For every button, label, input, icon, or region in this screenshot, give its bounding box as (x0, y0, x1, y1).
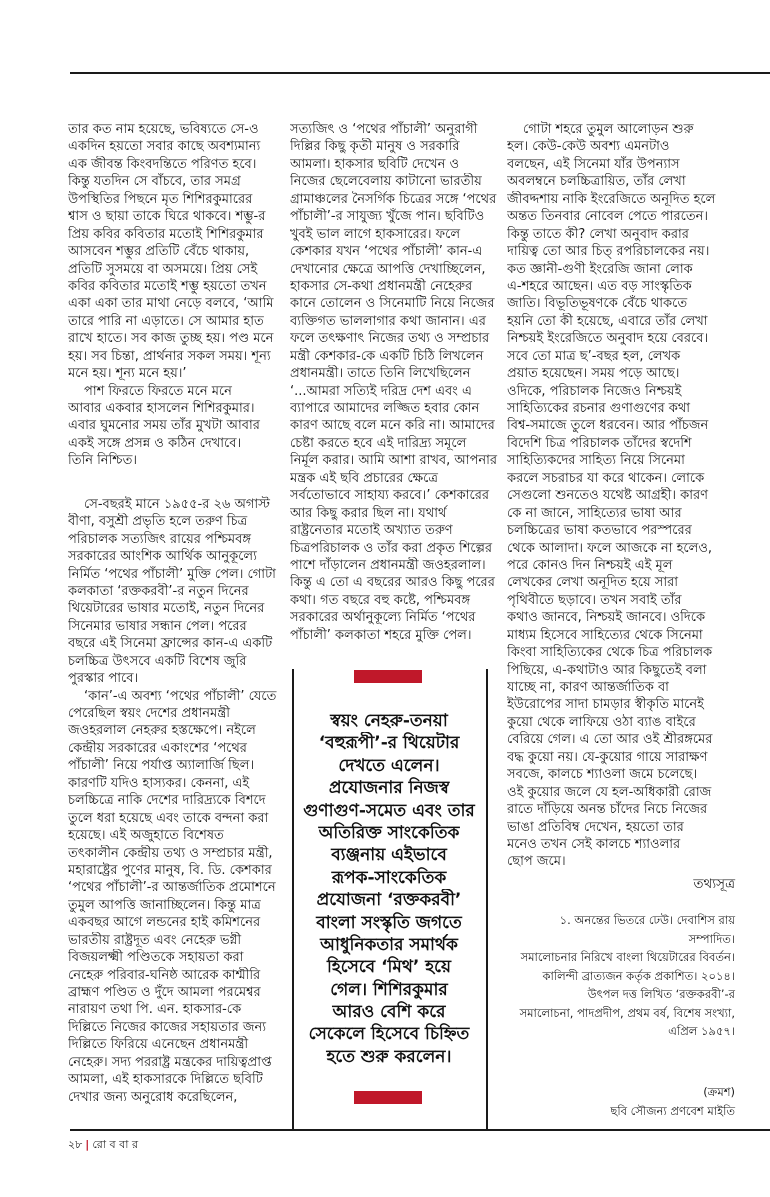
text-line: কারণটি যদিও হাস্যকর। কেননা, এই (68, 775, 250, 791)
text-line: বীণা, বসুশ্রী প্রভৃতি হলে তরুণ চিত্র (68, 514, 248, 530)
text-line: পাঁচালী’-র সাযুজ্য খুঁজে পান। ছবিটিও (290, 209, 485, 225)
text-line: প্রিয় কবির কবিতার মতোই শিশিরকুমার (68, 226, 264, 242)
text-line: তুলে ধরা হয়েছে এবং তাকে বন্দনা করা (68, 810, 269, 826)
text-line: উপস্থিতির পিছনে মৃত শিশিরকুমারের (68, 191, 253, 207)
text-line: একবছর আগে লন্ডনের হাই কমিশনের (68, 915, 261, 931)
text-line: দিল্লিতে ফিরিয়ে এনেছেন প্রধানমন্ত্রী (68, 1037, 249, 1053)
text-line: ব্যক্তিগত ভাললাগার কথা জানান। এর (290, 313, 486, 329)
article-column-3 (507, 121, 735, 871)
footer-separator: | (85, 1138, 90, 1151)
text-line: পৃথিবীতে ছড়াবে। তখন সবাই তাঁর (507, 592, 682, 608)
text-line: কিন্তু যতদিন সে বাঁচবে, তার সমগ্র (68, 174, 241, 190)
pull-quote-line: সেকেলে হিসেবে চিহ্নিত (308, 1024, 470, 1045)
text-line: জীবদ্দশায় নাকি ইংরেজিতে অনূদিত হলে (507, 191, 716, 207)
text-line: রাষ্ট্রনেতার মতোই অখ্যাত তরুণ (290, 523, 453, 539)
reference-line: এপ্রিল ১৯৫৭। (668, 1024, 735, 1038)
text-line: সত্যজিৎ ও ‘পথের পাঁচালী’ অনুরাগী (290, 122, 478, 137)
text-line: নিজের ছেলেবেলায় কাটানো ভারতীয় (290, 174, 482, 190)
text-line: এবার ঘুমনোর সময় তাঁর মুখটা আবার (68, 418, 260, 434)
reference-line: কালিন্দী ব্রাত্যজন কর্তৃক প্রকাশিত। ২০১৪। (542, 968, 735, 983)
pull-quote-line: দেখতে এলেন। (338, 755, 440, 776)
text-line: এক জীবন্ত কিংবদন্তিতে পরিণত হবে। (68, 156, 257, 172)
text-line: পাশে দাঁড়ালেন প্রধানমন্ত্রী জওহরলাল। (290, 557, 486, 573)
text-line: সে-বছরই মানে ১৯৫৫-র ২৬ অগাস্ট (84, 496, 270, 512)
text-line: হয়েছে। এই অজুহাতে বিশেষত (68, 828, 224, 844)
pull-quote-bottom-accent (354, 1091, 422, 1104)
text-line: বিশ্ব-সমাজে তুলে ধরবেন। আর পাঁচজন (507, 418, 709, 434)
text-line: ফলে তৎক্ষণাৎ নিজের তথ্য ও সম্প্রচার (290, 331, 490, 347)
text-line: জওহরলাল নেহরুর হস্তক্ষেপে। নইলে (68, 723, 256, 739)
text-line: কুয়ো থেকে লাফিয়ে ওঠা ব্যাঙ বাইরে (507, 714, 696, 730)
text-line: আবার একবার হাসলেন শিশিরকুমার। (68, 401, 255, 416)
text-line: প্রধানমন্ত্রী। তাতে তিনি লিখেছিলেন (290, 366, 471, 382)
paragraph (68, 121, 288, 383)
continued-label: (ক্রমশ) (703, 1084, 735, 1099)
text-line: ভারতীয় রাষ্ট্রদূত এবং নেহেরু ভগ্নী (68, 932, 242, 948)
text-line: ইউরোপের সাদা চামড়ার স্বীকৃতি মানেই (507, 697, 704, 713)
paragraph (68, 688, 288, 1107)
text-line: ওই কুয়োর জলে যে হল-অধিকারী রোজ (507, 784, 712, 800)
text-line: নেহেরু পরিবার-ঘনিষ্ঠ আরেক কাশ্মীরি (68, 967, 261, 983)
text-line: গ্রামাঞ্চলের নৈসর্গিক চিত্রের সঙ্গে ‘পথের (290, 191, 497, 207)
pull-quote-line: ‘বহুরূপী’-র থিয়েটার (318, 733, 460, 754)
text-line: বলছেন, এই সিনেমা যাঁর উপন্যাস (507, 156, 680, 172)
text-line: সবজে, কালচে শ্যাওলা জমে চলেছে। (507, 767, 698, 783)
text-line: পাশ ফিরতে ফিরতে মনে মনে (84, 383, 232, 399)
text-line: সর্বতোভাবে সাহায্য করবে।’ কেশকারের (290, 488, 490, 504)
text-line: মনে হয়। শূন্য মনে হয়।’ (68, 366, 187, 382)
text-line: দেখার জন্য অনুরোধ করেছিলেন, (68, 1089, 238, 1105)
paragraph (290, 121, 498, 644)
pull-quote-right-border (486, 669, 488, 1130)
text-line: চিত্রপরিচালক ও তাঁর করা প্রকৃত শিল্পের (290, 540, 493, 556)
text-line: হয়নি তো কী হয়েছে, এবারে তাঁর লেখা (507, 313, 708, 329)
text-line: ‘কান’-এ অবশ্য ‘পথের পাঁচালী’ যেতে (84, 688, 277, 704)
text-line: শ্বাস ও ছায়া তাকে ঘিরে থাকবে। শম্ভু-র (68, 209, 266, 225)
text-line: এ-শহরে আছেন। এত বড় সাংস্কৃতিক (507, 278, 692, 294)
text-line: বিদেশি চিত্র পরিচালক তাঁদের স্বদেশি (507, 435, 692, 451)
text-line: সরকারের অর্থানুকূল্যে নির্মিত ‘পথের (290, 610, 476, 626)
text-line: বেরিয়ে গেল। এ তো আর ওই শ্রীরঙ্গমের (507, 732, 713, 748)
photo-credit: ছবি সৌজন্য প্রণবেশ মাইতি (610, 1103, 735, 1118)
references-title: তথ্যসূত্র (693, 876, 735, 892)
text-line: কিন্তু তাতে কী? লেখা অনুবাদ করার (507, 226, 689, 242)
text-line: ভাঙা প্রতিবিম্ব দেখেন, হয়তো তার (507, 819, 684, 835)
article-column-1 (68, 121, 288, 1106)
text-line: কে না জানে, সাহিত্যের ভাষা আর (507, 505, 682, 521)
text-line: বিজয়লক্ষ্মী পণ্ডিতকে সহায়তা করা (68, 950, 244, 966)
text-line: লেখকের লেখা অনূদিত হয়ে সারা (507, 575, 679, 591)
text-line: দিল্লির কিছু কৃতী মানুষ ও সরকারি (290, 139, 460, 155)
text-line: রাতে দাঁড়িয়ে অনন্ত চাঁদের নিচে নিজের (507, 802, 708, 818)
text-line: কলকাতা ‘রক্তকরবী’-র নতুন দিনের (68, 583, 249, 599)
reference-line: সমালোচনার নিরিখে বাংলা থিয়েটারের বিবর্তন। (520, 950, 735, 964)
text-line: চলচ্চিত্র উৎসবে একটি বিশেষ জুরি (68, 653, 247, 669)
text-line: কিংবা সাহিত্যিকের থেকে চিত্র পরিচালক (507, 645, 713, 661)
paragraph (68, 383, 288, 470)
text-line: চলচ্চিত্রের ভাষা কতভাবে পরস্পরের (507, 523, 692, 539)
text-line: আমলা, এই হাকসারকে দিল্লিতে ছবিটি (68, 1072, 263, 1088)
text-line: থেকে আলাদা। ফলে আজকে না হলেও, (507, 540, 713, 556)
text-line: প্রতিটি সুসময়ে বা অসময়ে। প্রিয় সেই (68, 261, 258, 277)
text-line: দিল্লিতে নিজের কাজের সহায়তার জন্য (68, 1019, 267, 1035)
text-line: একদিন হয়তো সবার কাছে অবশ্যমান্য (68, 139, 261, 155)
text-line: কেন্দ্রীয় সরকারের একাংশের ‘পথের (68, 740, 247, 756)
reference-line: সম্পাদিত। (688, 931, 735, 946)
text-line: কারণ আছে বলে মনে করি না। আমাদের (290, 418, 495, 434)
pull-quote-line: বাংলা সংস্কৃতি জগতে (316, 912, 462, 933)
text-line: পরিচালক সত্যজিৎ রায়ের পশ্চিমবঙ্গ (68, 531, 251, 547)
pull-quote-line: গুণাগুণ-সমেত এবং তার (303, 800, 475, 821)
text-line: রাখে হাতে। সব কাজ তুচ্ছ হয়। পণ্ড মনে (68, 331, 274, 347)
pull-quote-line: হিসেবে ‘মিথ’ হয়ে (327, 957, 451, 978)
text-line: বদ্ধ কুয়ো নয়। যে-কুয়োর গায়ে সারাক্ষণ (507, 749, 708, 765)
text-line: তার কত নাম হয়েছে, ভবিষ্যতে সে-ও (68, 122, 259, 137)
text-line: সিনেমার ভাষার সন্ধান পেল। পরের (68, 618, 247, 634)
text-line: জাতি। বিভূতিভূষণকে বেঁচে থাকতে (507, 296, 688, 312)
text-line: হল। কেউ-কেউ অবশ্য এমনটাও (507, 139, 670, 155)
pull-quote-left-border (292, 669, 294, 1130)
text-line: প্রয়াত হয়েছেন। সময় পড়ে আছে। (507, 366, 680, 382)
text-line: তারে পারি না এড়াতে। সে আমার হাত (68, 313, 264, 329)
text-line: একা একা তার মাথা নেড়ে বলবে, ‘আমি (68, 296, 274, 312)
text-line: সাহিত্যিকদের সাহিত্য নিয়ে সিনেমা (507, 453, 685, 469)
text-line: তৎকালীন কেন্দ্রীয় তথ্য ও সম্প্রচার মন্ত্রী, (68, 845, 273, 861)
text-line: ব্যাপারে আমাদের লজ্জিত হবার কোন (290, 401, 480, 416)
text-line: পাঁচালী’ কলকাতা শহরে মুক্তি পেল। (290, 627, 472, 643)
text-line: ব্রাহ্মণ পণ্ডিত ও দুঁদে আমলা পরমেশ্বর (68, 985, 261, 1000)
text-line: অবলম্বনে চলচ্চিত্রায়িত, তাঁর লেখা (507, 174, 686, 190)
text-line: মহারাষ্ট্রের পুণের মানুষ, বি. ডি. কেশকার (68, 862, 272, 878)
text-line: মনেও তখন সেই কালচে শ্যাওলার (507, 836, 681, 852)
text-line: পিছিয়ে, এ-কথাটাও আর কিছুতেই বলা (507, 662, 707, 678)
text-line: কবির কবিতার মতোই শম্ভু হয়তো তখন (68, 278, 267, 294)
text-line: নিশ্চয়ই ইংরেজিতে অনুবাদ হয়ে বেরবে। (507, 331, 709, 347)
text-line: কেশকার যখন ‘পথের পাঁচালী’ কান-এ (290, 244, 483, 260)
pull-quote-line: প্রযোজনা ‘রক্তকরবী’ (316, 890, 462, 911)
text-line: আর কিছু করার ছিল না। যথার্থ (290, 505, 447, 521)
text-line: নারায়ণ তথা পি. এন. হাকসার-কে (68, 1002, 242, 1018)
text-line: অন্তত তিনবার নোবেল পেতে পারতেন। (507, 209, 709, 225)
paragraph (507, 121, 735, 871)
references-list (507, 911, 735, 1041)
article-column-2 (290, 121, 498, 644)
text-line: যাচ্ছে না, কারণ আন্তর্জাতিক বা (507, 680, 669, 695)
text-line: করলে সচরাচর যা করে থাকেন। লোকে (507, 470, 705, 486)
pull-quote-text (296, 710, 482, 1068)
page-number: ২৮ (68, 1138, 83, 1151)
page-footer (68, 1136, 138, 1155)
text-line: ওদিকে, পরিচালক নিজেও নিশ্চয়ই (507, 383, 682, 399)
pull-quote-line: আধুনিকতার সমার্থক (320, 934, 458, 955)
pull-quote-line: ব্যঞ্জনায় এইভাবে (331, 845, 447, 866)
text-line: নির্মিত ‘পথের পাঁচালী’ মুক্তি পেল। গোটা (68, 566, 276, 582)
text-line: পুরস্কার পাবে। (68, 671, 139, 687)
text-line: চলচ্চিত্রে নাকি দেশের দারিদ্র্যকে বিশদে (68, 793, 266, 809)
text-line: নেহেরু। সদ্য পররাষ্ট্র মন্ত্রকের দায়িত্বপ্রাপ্ত (68, 1054, 272, 1070)
text-line: কানে তোলেন ও সিনেমাটি নিয়ে নিজের (290, 296, 495, 312)
text-line: দেখানোর ক্ষেত্রে আপত্তি দেখাচ্ছিলেন, (290, 261, 486, 277)
text-line: মন্ত্রী কেশকার-কে একটি চিঠি লিখলেন (290, 348, 484, 364)
pull-quote-line: স্বয়ং নেহরু-তনয়া (330, 711, 448, 731)
text-line: তিনি নিশ্চিত। (68, 453, 137, 469)
text-line: কত জ্ঞানী-গুণী ইংরেজি জানা লোক (507, 261, 693, 277)
text-line: একই সঙ্গে প্রসন্ন ও কঠিন দেখাবে। (68, 435, 242, 451)
pull-quote-top-accent (354, 670, 422, 683)
text-line: কথা। গত বছরে বহু কষ্টে, পশ্চিমবঙ্গ (290, 592, 471, 608)
text-line: পেরেছিল স্বয়ং দেশের প্রধানমন্ত্রী (68, 706, 230, 721)
text-line: দায়িত্ব তো আর চিত্ রপরিচালকের নয়। (507, 244, 710, 260)
text-line: হাকসার সে-কথা প্রধানমন্ত্রী নেহেরুর (290, 278, 473, 294)
text-line: মাধ্যম হিসেবে সাহিত্যের থেকে সিনেমা (507, 627, 703, 643)
top-rule (70, 72, 770, 74)
text-line: কিন্তু এ তো এ বছরের আরও কিছু পরের (290, 575, 495, 591)
text-line: সেগুলো শুনতেও যথেষ্ট আগ্রহী। কারণ (507, 488, 708, 504)
text-line: আসবেন শম্ভুর প্রতিটি বেঁচে থাকায়, (68, 244, 250, 260)
text-line: বছরে এই সিনেমা ফ্রান্সের কান-এ একটি (68, 636, 273, 652)
pull-quote-line: হতে শুরু করলেন। (326, 1046, 452, 1067)
text-line: মন্ত্রক এই ছবি প্রচারের ক্ষেত্রে (290, 470, 438, 486)
text-line: সাহিত্যিকের রচনার গুণাগুণের কথা (507, 401, 691, 416)
text-line: ছোপ জমে। (507, 854, 566, 870)
text-line: সরকারের আংশিক আর্থিক আনুকূল্যে (68, 549, 257, 565)
text-line: গোটা শহরে তুমুল আলোড়ন শুরু (523, 122, 694, 137)
text-line: পরে কোনও দিন নিশ্চয়ই এই মূল (507, 557, 673, 573)
text-line: কথাও জানবে, নিশ্চয়ই জানবে। ওদিকে (507, 610, 706, 626)
text-line: তুমুল আপত্তি জানাচ্ছিলেন। কিন্তু মাত্র (68, 897, 261, 913)
reference-line: উৎপল দত্ত লিখিত ‘রক্তকরবী’-র (587, 987, 735, 1001)
text-line: ‘পথের পাঁচালী’-র আন্তর্জাতিক প্রমোশনে (68, 880, 276, 896)
text-line: থিয়েটারের ভাষার মতোই, নতুন দিনের (68, 601, 265, 617)
text-line: নির্মূল করার। আমি আশা রাখব, আপনার (290, 453, 498, 469)
references (507, 875, 735, 1120)
pull-quote-line: আরও বেশি করে (332, 1002, 446, 1023)
pull-quote-line: রূপক-সাংকেতিক (331, 867, 447, 888)
reference-line: ১. অনন্তের ভিতরে ঢেউ। দেবাশিস রায় (559, 913, 735, 927)
pull-quote-line: অতিরিক্ত সাংকেতিক (318, 822, 460, 843)
text-line: চেষ্টা করতে হবে এই দারিদ্র্য সমূলে (290, 435, 467, 451)
text-line: পাঁচালী’ নিয়ে পর্যাপ্ত অ্যালার্জি ছিল। (68, 758, 255, 774)
bottom-rule (70, 1129, 770, 1131)
text-line: আমলা। হাকসার ছবিটি দেখেন ও (290, 156, 460, 172)
text-line: খুবই ভাল লাগে হাকসারের। ফলে (290, 226, 461, 242)
magazine-name: রো ব বা র (92, 1138, 139, 1151)
text-line: সবে তো মাত্র ছ’-বছর হল, লেখক (507, 348, 681, 364)
paragraph (68, 496, 288, 688)
text-line: ‘...আমরা সত্যিই দরিদ্র দেশ এবং এ (290, 383, 472, 399)
reference-line: সমালোচনা, পাদপ্রদীপ, প্রথম বর্ষ, বিশেষ সংখ্যা, (519, 1005, 735, 1020)
pull-quote-line: গেল। শিশিরকুমার (330, 979, 448, 1000)
text-line: হয়। সব চিন্তা, প্রার্থনার সকল সময়। শূন্য (68, 348, 271, 364)
pull-quote-line: প্রযোজনার নিজস্ব (328, 778, 450, 799)
